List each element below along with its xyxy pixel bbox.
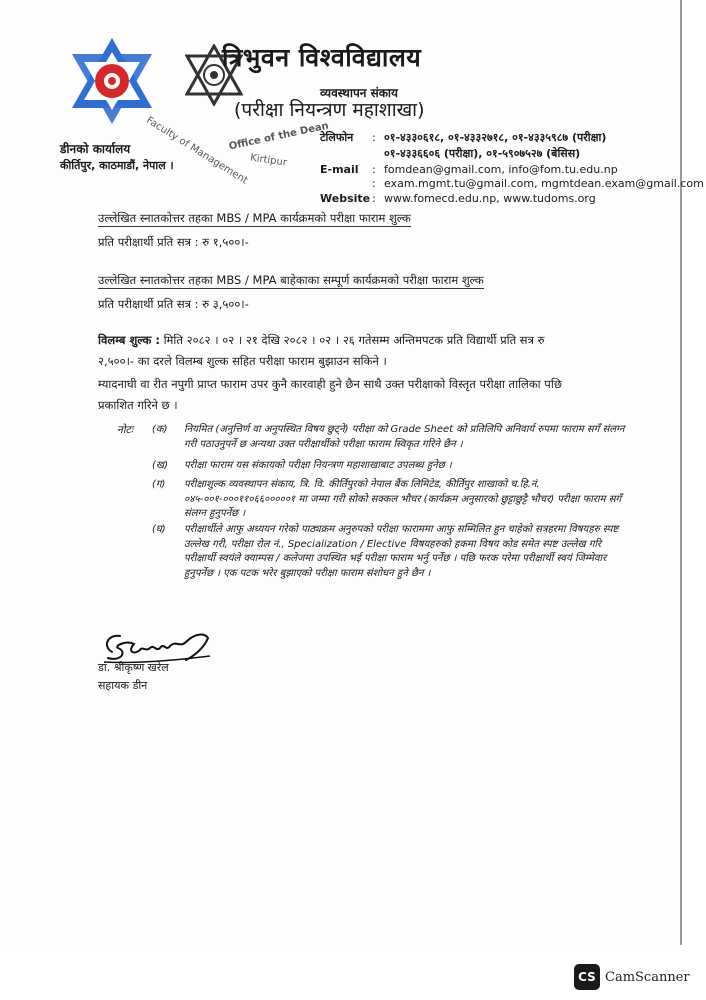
note-text: परीक्षार्थीले आफु अध्ययन गरेको पाठ्यक्रम अनुरुपको परीक्षा फाराममा आफु सम्मिलित हुन चाहेको सत्रहरमा विषयहरु स्पष्ट उल्लेख गरी, परीक्षा रोल नं., Specialization / Elective विषयहरुको हकमा विषय कोड समेत स्पष्ट उल्लेख गरि परीक्षार्थी स्वयंले क्याम्पस / कलेजमा उपस्थित भई परीक्षा फाराम भर्नु पर्नेछ । पछि फरक परेमा परीक्षार्थी स्वयं जिम्मेवार हुनुपर्नेछ । एक पटक भरेर बुझाएको परीक्षा फाराम संशोधन हुने छैन । <box>184 524 619 579</box>
section2-fee: प्रति परीक्षार्थी प्रति सत्र : रु ३,५००।- <box>98 297 249 311</box>
signatory-name: डा. श्रीकृष्ण खरेल <box>98 661 169 674</box>
notice-paragraph <box>98 374 608 416</box>
website-row: Website : www.fomecd.edu.np, www.tudoms.org <box>320 192 596 205</box>
section1-heading: उल्लेखित स्नातकोत्तर तहका MBS / MPA कार्यक्रमको परीक्षा फाराम शुल्क <box>98 211 411 225</box>
email-line1: fomdean@gmail.com, info@fom.tu.edu.np <box>384 163 618 176</box>
late-fee-line2: २,५००।- का दरले विलम्ब शुल्क सहित परीक्षा फाराम बुझाउन सकिने । <box>98 354 387 368</box>
notes-label: नोटः <box>117 424 133 436</box>
note-text: परीक्षाशुल्क व्यवस्थापन संकाय, त्रि. वि. कीर्तिपुरको नेपाल बैंक लिमिटेड, कीर्तिपुर शाखाको च.हि.नं. ०४५-००१-०००११०६६०००००१ मा जम्मा गरी सोको सक्कल भौचर (कार्यक्रम अनुसारको छुट्टाछुट्टै भौचर) परीक्षा फाराम सगँ संलग्न हुनुपर्नेछ । <box>184 479 622 519</box>
late-fee-paragraph <box>98 330 608 372</box>
late-fee-line1: मिति २०८२ । ०२ । २१ देखि २०८२ । ०२ । २६ गतेसम्म अन्तिमपटक प्रति विद्यार्थी प्रति सत्र रु <box>163 333 545 347</box>
phone-line1: ०१-४३३०६१८, ०१-४३३२७१८, ०१-४३३५९८७ (परीक्षा) <box>384 131 607 144</box>
email-row2: : exam.mgmt.tu@gmail.com, mgmtdean.exam@gmail.com <box>372 177 704 190</box>
note-number: (घ) <box>152 524 166 535</box>
phone-line2: ०१-४३३६६०६ (परीक्षा), ०१-५९०७५२७ (बेसिस) <box>384 147 581 160</box>
camscanner-watermark <box>574 963 690 991</box>
website-label: Website <box>320 192 371 205</box>
phone-label: टेलिफोन <box>320 131 354 144</box>
notice-line2: प्रकाशित गरिने छ । <box>98 398 178 412</box>
stamp-line2: Office of the Dean <box>227 120 330 153</box>
phone-row2 <box>384 146 580 161</box>
signatory-title: सहायक डीन <box>98 679 148 692</box>
office-name: डीनको कार्यालय <box>60 142 131 156</box>
office-address: कीर्तिपुर, काठमाडौं, नेपाल । <box>60 159 174 172</box>
camscanner-logo-icon: CS <box>574 964 600 990</box>
note-number: (ग) <box>152 479 166 490</box>
camscanner-text: CamScanner <box>605 969 690 985</box>
notice-line1: म्यादनाघी वा रीत नपुगी प्राप्त फाराम उपर कुनै कारवाही हुने छैन साथै उक्त परीक्षाको विस्तृत परीक्षा तालिका पछि <box>98 377 562 391</box>
university-title: त्रिभुवन विश्वविद्यालय <box>222 43 422 72</box>
note-text: परीक्षा फाराम यस संकायको परीक्षा नियन्त्रण महाशाखाबाट उपलब्ध हुनेछ । <box>184 460 452 471</box>
phone-row: टेलिफोन : ०१-४३३०६१८, ०१-४३३२७१८, ०१-४३३५९८७ (परीक्षा) <box>320 131 607 144</box>
note-number: (ख) <box>152 460 168 471</box>
stamp-line3: Kirtipur <box>249 152 288 169</box>
website-value: www.fomecd.edu.np, www.tudoms.org <box>384 192 596 205</box>
note-number: (क) <box>152 424 168 435</box>
section2-heading: उल्लेखित स्नातकोत्तर तहका MBS / MPA बाहेकाका सम्पूर्ण कार्यक्रमको परीक्षा फाराम शुल्क <box>98 273 484 287</box>
exam-division: (परीक्षा नियन्त्रण महाशाखा) <box>234 99 425 121</box>
late-fee-label: विलम्ब शुल्क : <box>98 333 160 347</box>
faculty-name: व्यवस्थापन संकाय <box>320 86 398 100</box>
email-row: E-mail : fomdean@gmail.com, info@fom.tu.edu.np <box>320 163 618 176</box>
tu-logo-icon <box>70 36 154 126</box>
email-line2: exam.mgmt.tu@gmail.com, mgmtdean.exam@gmail.com <box>384 177 704 190</box>
stamp-line1: Faculty of Management <box>144 115 250 187</box>
section1-fee: प्रति परीक्षार्थी प्रति सत्र : रु १,५००।- <box>98 235 249 249</box>
email-label: E-mail <box>320 163 359 176</box>
note-text: नियमित (अनुत्तिर्ण वा अनुपस्थित विषय छुट्ने) परीक्षा को Grade Sheet को प्रतिलिपि अनिवार्य रुपमा फाराम सगँ संलग्न गरी पठाउनुपर्ने छ अन्यथा उक्त परीक्षार्थीको परीक्षा फाराम स्विकृत गरिने छैन । <box>184 424 625 450</box>
